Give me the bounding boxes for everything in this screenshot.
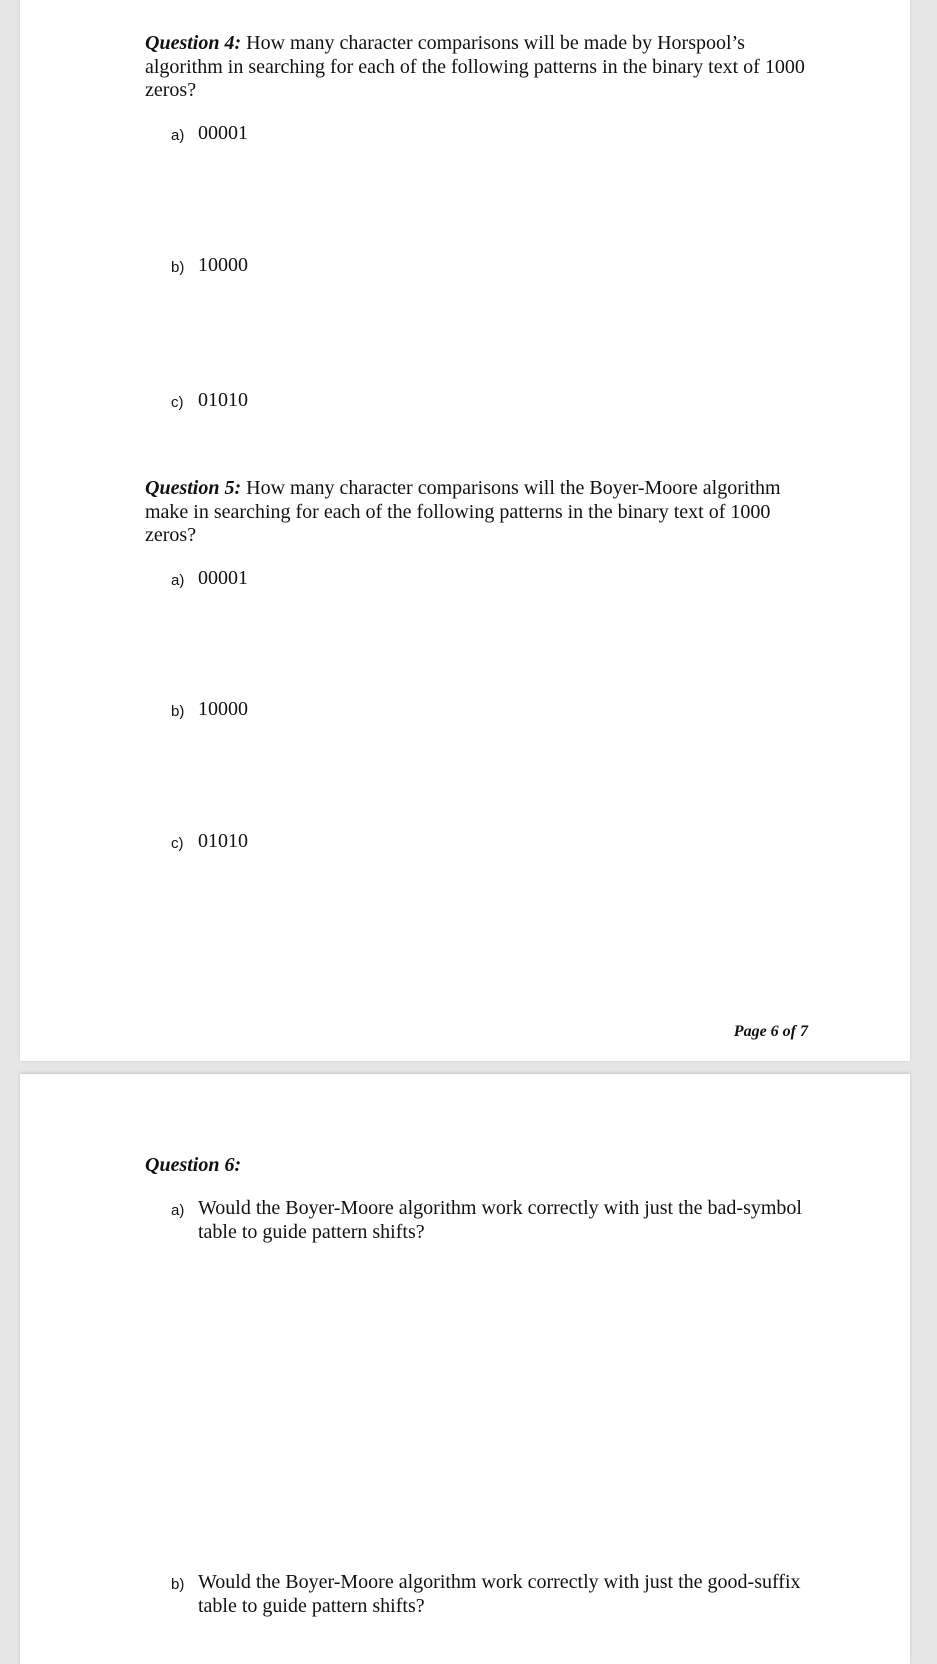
option-letter: a): [171, 1202, 185, 1219]
option-text: 10000: [198, 254, 248, 276]
option-text: 00001: [198, 567, 248, 589]
option-text: 00001: [198, 122, 248, 144]
option-letter: b): [171, 1576, 185, 1593]
option-letter: a): [171, 572, 185, 589]
document-page-7: [20, 1074, 910, 1664]
question-5-text: How many character comparisons will the Boyer-Moore algorithm make in searching for each of the following patterns in the binary text of 1000 zeros?: [145, 477, 781, 546]
option-letter: b): [171, 259, 185, 276]
option-text: 01010: [198, 389, 248, 411]
option-text: 10000: [198, 698, 248, 720]
option-letter: c): [171, 835, 184, 852]
option-text: 01010: [198, 830, 248, 852]
option-text: Would the Boyer-Moore algorithm work correctly with just the good-suffix table to guide pattern shifts?: [198, 1571, 801, 1617]
page-number: Page 6 of 7: [733, 1023, 808, 1040]
question-4-label: Question 4:: [145, 32, 242, 54]
question-5: [145, 477, 825, 548]
option-letter: b): [171, 703, 185, 720]
question-6-label: Question 6:: [145, 1154, 242, 1176]
document-page-6: [20, 0, 910, 1061]
option-letter: a): [171, 127, 185, 144]
question-6: [145, 1154, 825, 1178]
question-4-text: How many character comparisons will be made by Horspool’s algorithm in searching for each of the following patterns in the binary text of 1000 zeros?: [145, 32, 805, 101]
option-letter: c): [171, 394, 184, 411]
question-5-label: Question 5:: [145, 477, 242, 499]
question-4: [145, 32, 825, 103]
option-text: Would the Boyer-Moore algorithm work correctly with just the bad-symbol table to guide pattern shifts?: [198, 1197, 802, 1243]
